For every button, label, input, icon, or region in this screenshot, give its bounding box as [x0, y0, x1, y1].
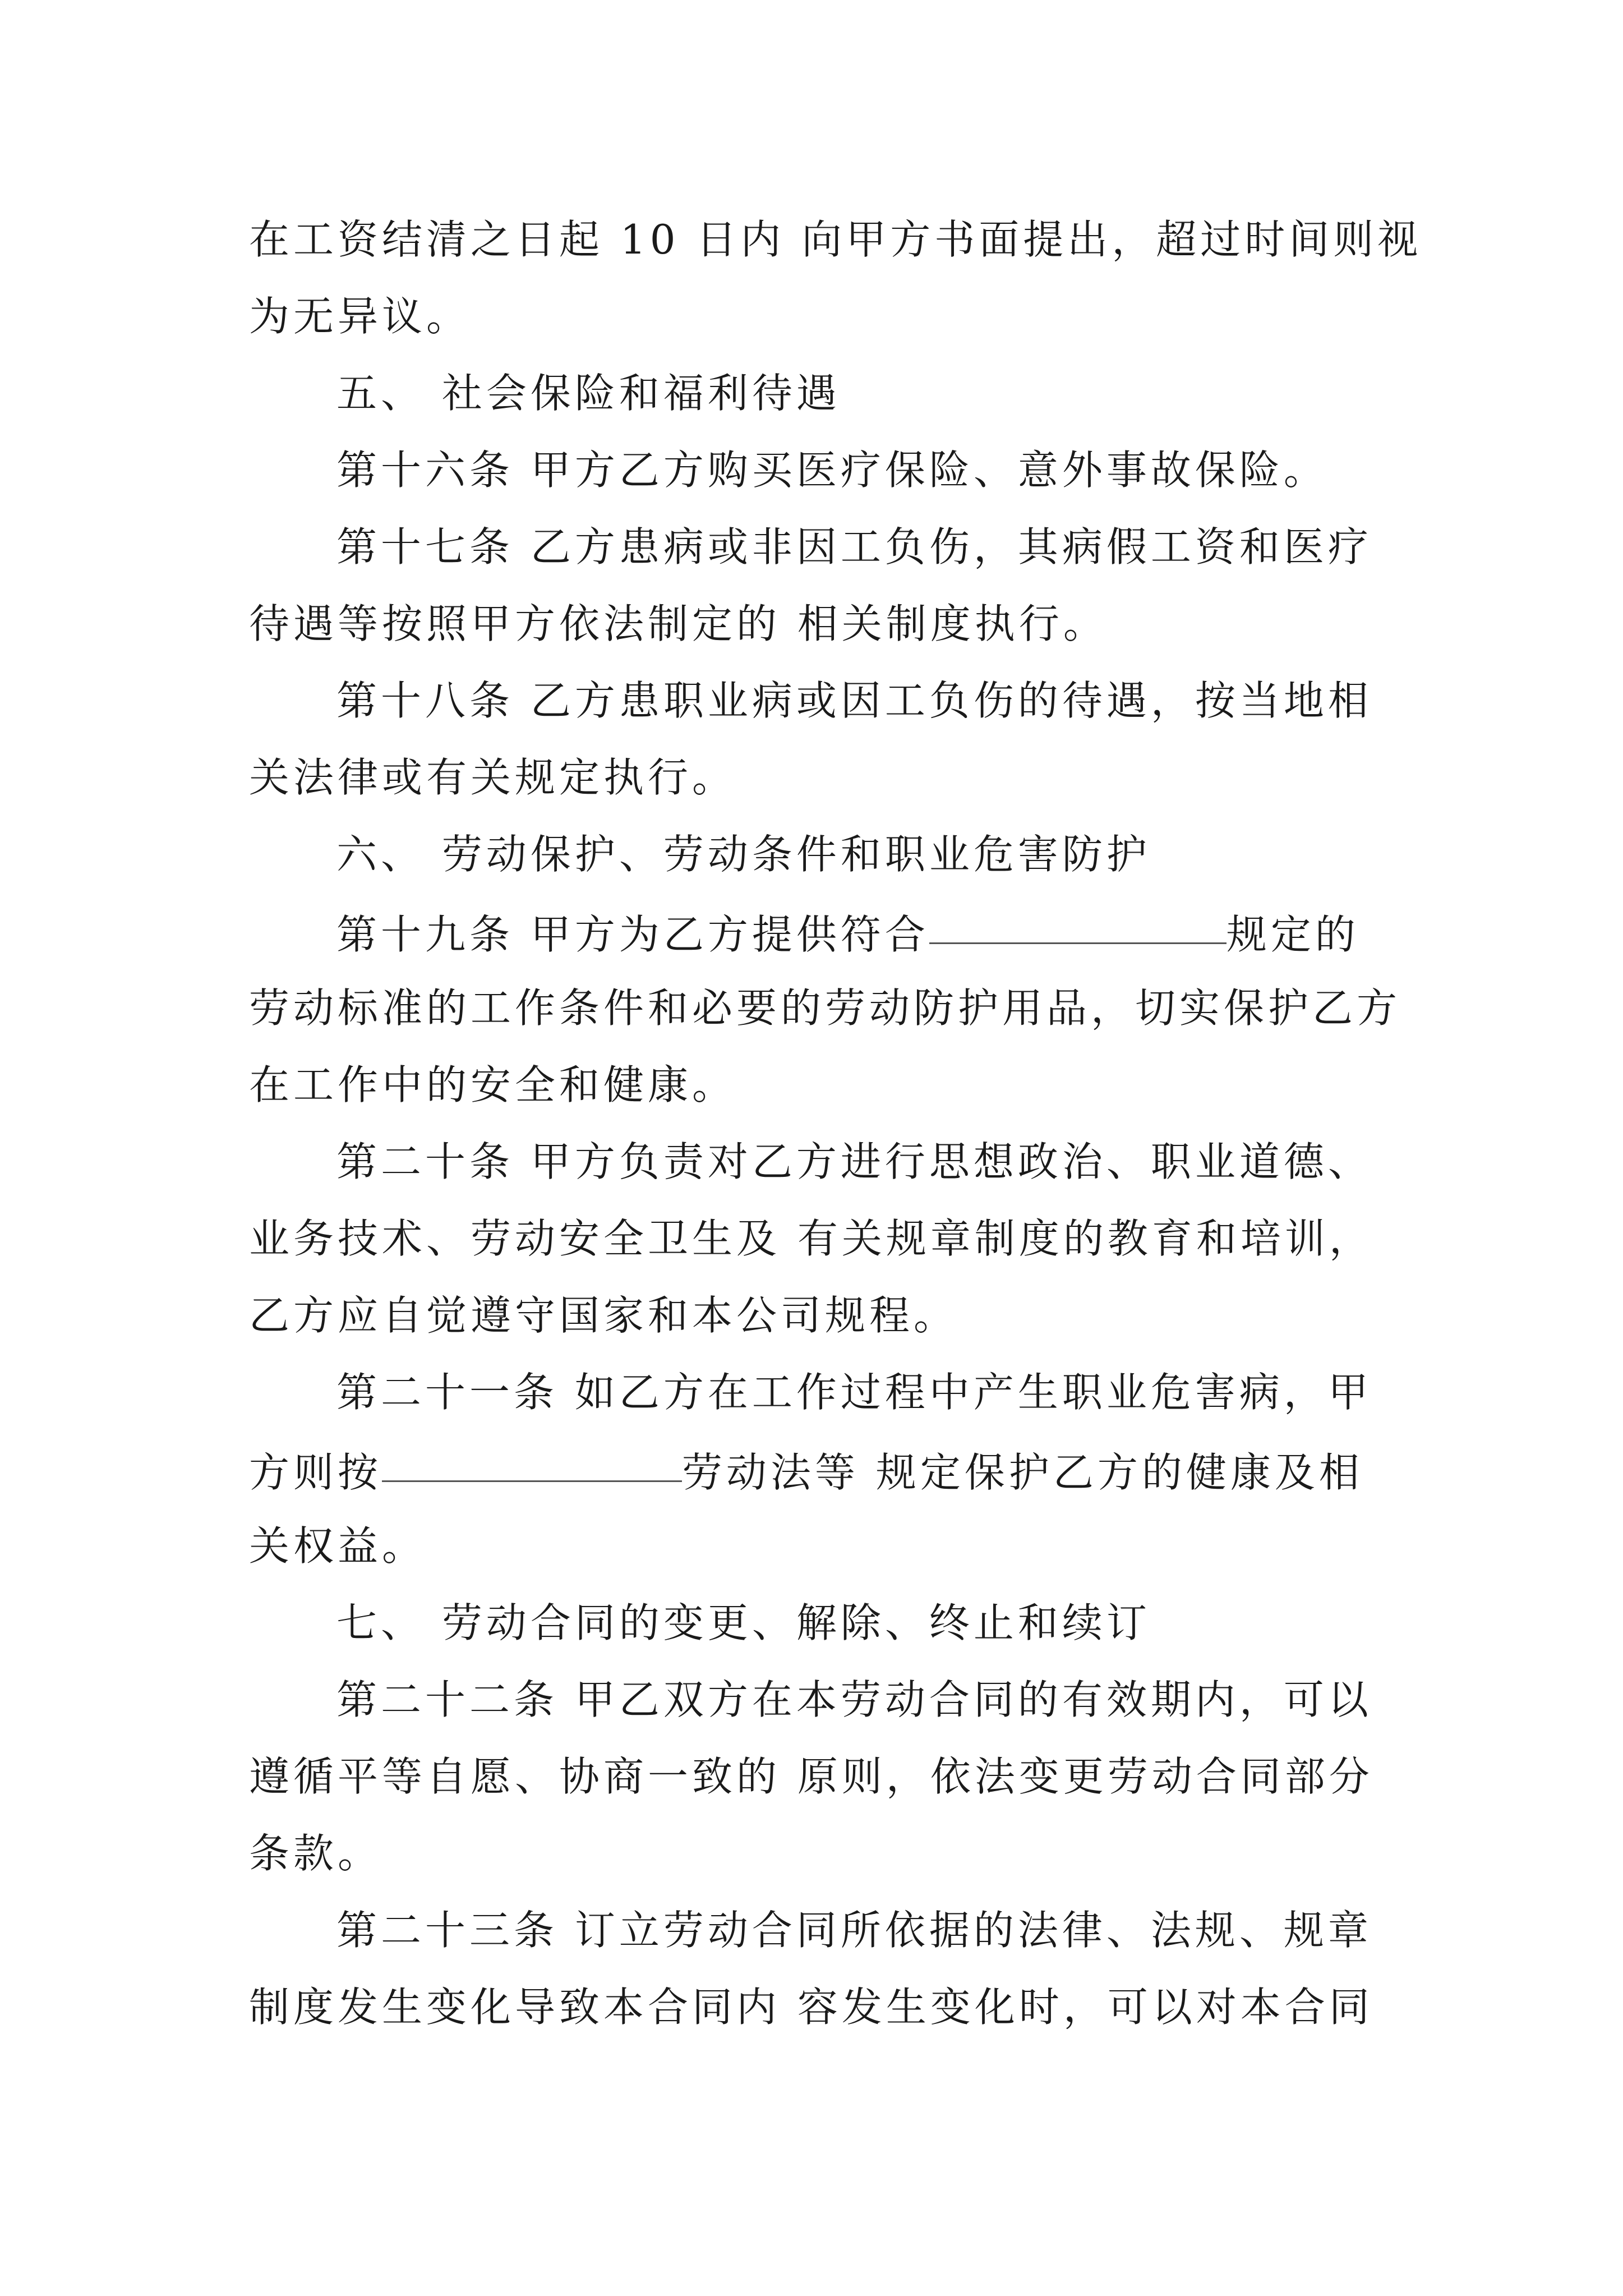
article-line: 第二十三条 订立劳动合同所依据的法律、法规、规章 [336, 1907, 1372, 1954]
paragraph-line: 关法律或有关规定执行。 [249, 754, 737, 801]
paragraph-line [249, 1441, 1363, 1497]
article-line: 第二十条 甲方负责对乙方进行思想政治、职业道德、 [336, 1138, 1372, 1185]
paragraph-line: 为无异议。 [249, 293, 471, 340]
paragraph-line: 遵循平等自愿、协商一致的 原则，依法变更劳动合同部分 [249, 1753, 1373, 1800]
article-line [336, 903, 1359, 959]
paragraph-line: 在工作中的安全和健康。 [249, 1061, 737, 1108]
line-text: 规定的 [1226, 911, 1359, 958]
paragraph-line: 制度发生变化导致本合同内 容发生变化时，可以对本合同 [249, 1984, 1373, 2031]
section-heading: 五、 社会保险和福利待遇 [336, 370, 841, 417]
section-heading: 七、 劳动合同的变更、解除、终止和续订 [336, 1599, 1151, 1646]
line-text: 方则按 [249, 1449, 382, 1496]
article-line: 第十八条 乙方患职业病或因工负伤的待遇，按当地相 [336, 677, 1372, 724]
article-line: 第二十二条 甲乙双方在本劳动合同的有效期内，可以 [336, 1676, 1372, 1723]
paragraph-line: 关权益。 [249, 1522, 427, 1570]
paragraph-line: 待遇等按照甲方依法制定的 相关制度执行。 [249, 600, 1108, 647]
article-line: 第十六条 甲方乙方购买医疗保险、意外事故保险。 [336, 447, 1328, 494]
paragraph-line: 在工资结清之日起 10 日内 向甲方书面提出，超过时间则视 [249, 216, 1422, 263]
paragraph-line: 条款。 [249, 1830, 382, 1877]
fill-in-blank [929, 903, 1227, 944]
line-text: 第十九条 甲方为乙方提供符合 [336, 911, 929, 958]
paragraph-line: 劳动标准的工作条件和必要的劳动防护用品，切实保护乙方 [249, 984, 1401, 1032]
section-heading: 六、 劳动保护、劳动条件和职业危害防护 [336, 831, 1151, 878]
article-line: 第十七条 乙方患病或非因工负伤，其病假工资和医疗 [336, 523, 1372, 570]
article-line: 第二十一条 如乙方在工作过程中产生职业危害病，甲 [336, 1369, 1372, 1416]
paragraph-line: 乙方应自觉遵守国家和本公司规程。 [249, 1292, 958, 1339]
paragraph-line: 业务技术、劳动安全卫生及 有关规章制度的教育和培训， [249, 1215, 1373, 1262]
line-text: 劳动法等 规定保护乙方的健康及相 [682, 1449, 1363, 1496]
fill-in-blank [382, 1441, 682, 1482]
